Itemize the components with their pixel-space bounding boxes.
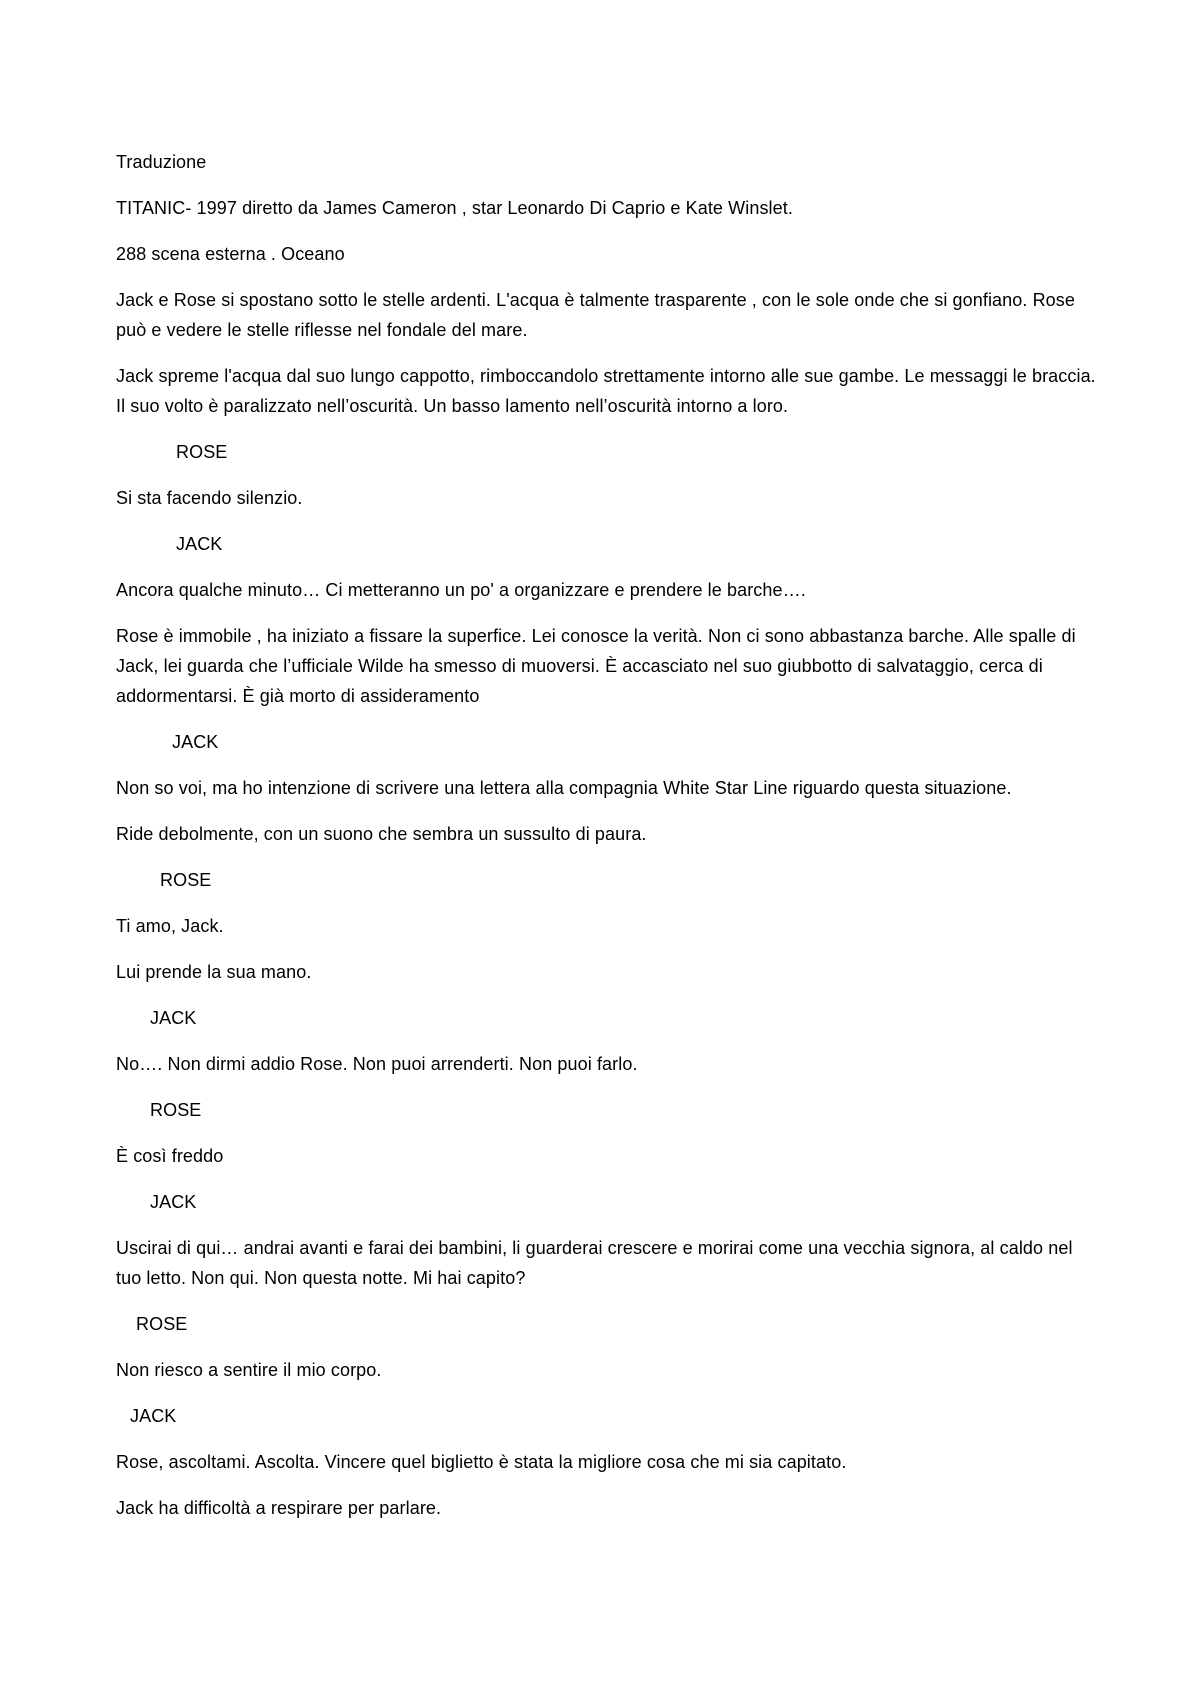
dialogue-line: Ancora qualche minuto… Ci metteranno un po' a organizzare e prendere le barche…. xyxy=(116,580,806,600)
document-title: Traduzione xyxy=(116,152,207,172)
speaker-name-jack: JACK xyxy=(176,534,223,554)
dialogue-line: Uscirai di qui… andrai avanti e farai dei bambini, li guarderai crescere e morirai come una vecchia signora, al caldo nel tuo letto. Non qui. Non questa notte. Mi hai capito? xyxy=(116,1238,1073,1288)
action-paragraph: Jack spreme l'acqua dal suo lungo cappotto, rimboccandolo strettamente intorno alle sue gambe. Le messaggi le braccia. Il suo volto è paralizzato nell’oscurità. Un basso lamento nell’oscurità intorno a loro. xyxy=(116,366,1096,416)
dialogue-line: No…. Non dirmi addio Rose. Non puoi arrenderti. Non puoi farlo. xyxy=(116,1054,638,1074)
speaker-name-jack: JACK xyxy=(150,1192,197,1212)
action-paragraph: Ride debolmente, con un suono che sembra un sussulto di paura. xyxy=(116,824,647,844)
speaker-name-rose: ROSE xyxy=(160,870,212,890)
dialogue-line: Si sta facendo silenzio. xyxy=(116,488,303,508)
action-paragraph: Lui prende la sua mano. xyxy=(116,962,312,982)
action-paragraph: Jack e Rose si spostano sotto le stelle ardenti. L'acqua è talmente trasparente , con le sole onde che si gonfiano. Rose può e vedere le stelle riflesse nel fondale del mare. xyxy=(116,290,1076,340)
dialogue-line: Ti amo, Jack. xyxy=(116,916,224,936)
speaker-name-rose: ROSE xyxy=(136,1314,188,1334)
action-paragraph: Rose è immobile , ha iniziato a fissare la superfice. Lei conosce la verità. Non ci sono abbastanza barche. Alle spalle di Jack, lei guarda che l’ufficiale Wilde ha smesso di muoversi. È accasciato nel suo giubbotto di salvataggio, cerca di addormentarsi. È già morto di assideramento xyxy=(116,626,1076,706)
dialogue-line: Non so voi, ma ho intenzione di scrivere una lettera alla compagnia White Star Line riguardo questa situazione. xyxy=(116,778,1012,798)
action-paragraph: Jack ha difficoltà a respirare per parlare. xyxy=(116,1498,442,1518)
speaker-name-jack: JACK xyxy=(172,732,219,752)
film-info-line: TITANIC- 1997 diretto da James Cameron , star Leonardo Di Caprio e Kate Winslet. xyxy=(116,198,793,218)
speaker-name-jack: JACK xyxy=(130,1406,177,1426)
dialogue-line: Rose, ascoltami. Ascolta. Vincere quel biglietto è stata la migliore cosa che mi sia capitato. xyxy=(116,1452,847,1472)
scene-heading: 288 scena esterna . Oceano xyxy=(116,244,345,264)
speaker-name-rose: ROSE xyxy=(176,442,228,462)
speaker-name-jack: JACK xyxy=(150,1008,197,1028)
document-body xyxy=(116,147,1096,1539)
dialogue-line: È così freddo xyxy=(116,1146,224,1166)
speaker-name-rose: ROSE xyxy=(150,1100,202,1120)
dialogue-line: Non riesco a sentire il mio corpo. xyxy=(116,1360,382,1380)
